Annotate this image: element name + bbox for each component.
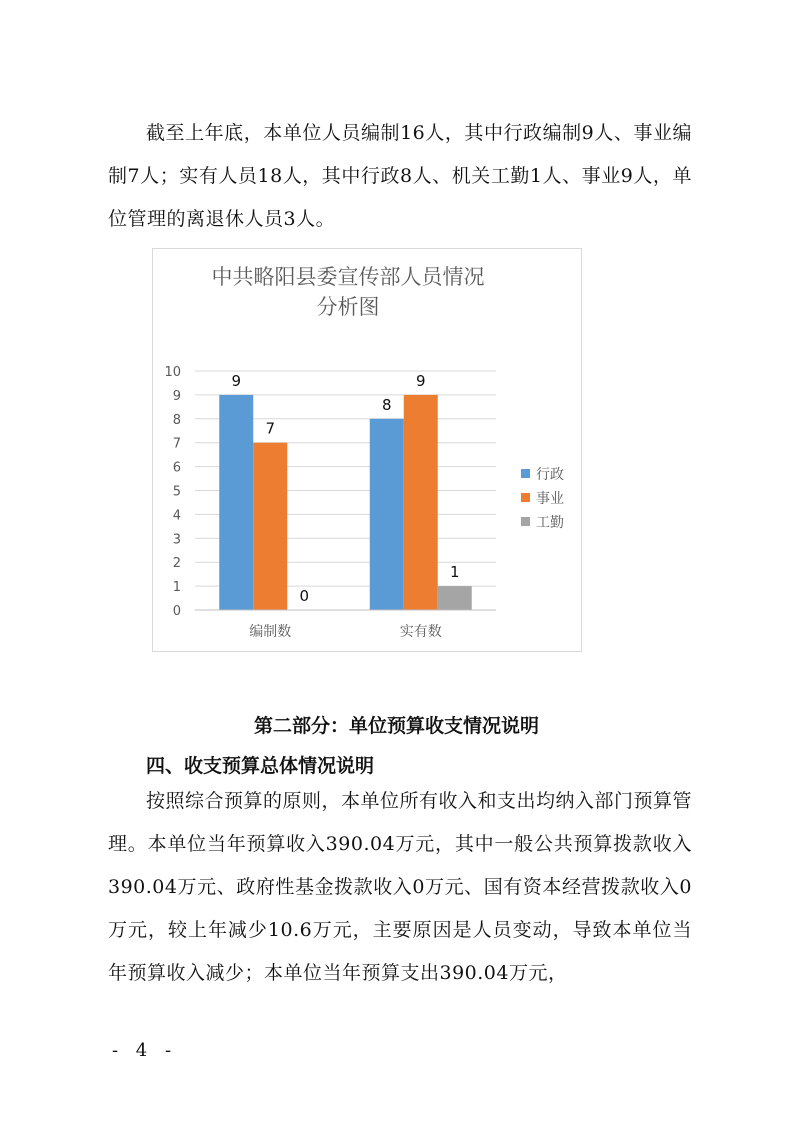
bar-行政-编制数	[219, 395, 253, 610]
y-tick-label: 7	[172, 436, 181, 452]
y-tick-label: 2	[172, 556, 181, 572]
data-label: 9	[415, 371, 426, 390]
y-tick-label: 0	[172, 604, 181, 619]
y-tick-label: 5	[172, 484, 181, 500]
data-label: 8	[381, 395, 392, 414]
y-tick-label: 8	[172, 412, 181, 428]
legend-swatch-事业	[521, 493, 530, 502]
paragraph-budget: 按照综合预算的原则，本单位所有收入和支出均纳入部门预算管理。本单位当年预算收入390.04万元，其中一般公共预算拨款收入390.04万元、政府性基金拨款收入0万元、国有资本经营拨款收入0万元，较上年减少10.6万元，主要原因是人员变动，导致本单位当年预算收入减少；本单位当年预算支出390.04万元，	[108, 790, 693, 984]
legend-swatch-工勤	[521, 517, 530, 526]
chart-title-line: 分析图	[316, 295, 380, 319]
data-label: 1	[449, 563, 460, 582]
bar-行政-实有数	[370, 419, 404, 610]
page-number: - 4 -	[112, 1040, 178, 1061]
x-category-label: 实有数	[399, 624, 442, 640]
bar-事业-编制数	[253, 443, 287, 610]
subsection-title: 四、收支预算总体情况说明	[146, 755, 375, 777]
chart-svg	[153, 249, 583, 653]
x-category-label: 编制数	[249, 624, 292, 640]
data-label: 0	[299, 587, 310, 605]
y-tick-label: 3	[172, 532, 181, 548]
legend-swatch-行政	[521, 469, 530, 478]
legend-label: 工勤	[536, 515, 564, 531]
section-title: 第二部分：单位预算收支情况说明	[253, 715, 539, 737]
data-label: 7	[265, 419, 276, 438]
y-tick-label: 1	[172, 580, 181, 596]
legend-label: 行政	[536, 467, 564, 483]
y-tick-label: 6	[172, 460, 181, 476]
y-tick-label: 10	[164, 365, 181, 380]
bar-事业-实有数	[404, 395, 438, 610]
data-label: 9	[231, 371, 242, 390]
y-tick-label: 9	[172, 388, 181, 404]
paragraph-staffing: 截至上年底，本单位人员编制16人，其中行政编制9人、事业编制7人；实有人员18人，其中行政8人、机关工勤1人、事业9人，单位管理的离退休人员3人。	[108, 122, 692, 230]
legend-label: 事业	[536, 491, 564, 507]
bar-工勤-实有数	[438, 586, 472, 610]
staffing-chart	[152, 248, 582, 652]
y-tick-label: 4	[172, 508, 181, 524]
chart-title-line: 中共略阳县委宣传部人员情况	[211, 265, 485, 289]
